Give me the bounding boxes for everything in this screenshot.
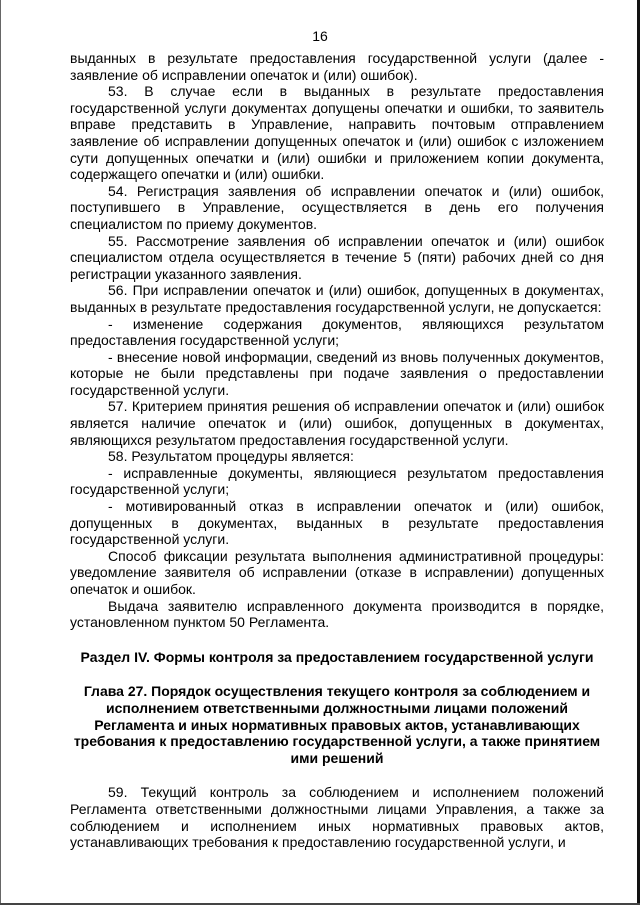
- paragraph-53: 53. В случае если в выданных в результате предоставления государственной услуги документах допущены опечатки и ошибки, то заявитель вправе представить в Управление, направить почтовым отправлением заявление об исправлении допущенных опечаток и (или) ошибок с изложением сути допущенных опечатки и (или) ошибки и приложением копии документа, содержащего опечатки и (или) ошибки.: [70, 83, 604, 183]
- paragraph-issuance: Выдача заявителю исправленного документа производится в порядке, установленном пунктом 50 Регламента.: [70, 597, 604, 631]
- list-item-58-2: - мотивированный отказ в исправлении опечаток и (или) ошибок, допущенных в документах, выданных в результате предоставления государственной услуги.: [70, 498, 604, 548]
- paragraph-58: 58. Результатом процедуры является:: [108, 448, 354, 465]
- list-item-56-1: - изменение содержания документов, являющихся результатом предоставления государственной услуги;: [70, 315, 604, 349]
- paragraph-56: 56. При исправлении опечаток и (или) ошибок, допущенных в документах, выданных в результате предоставления государственной услуги, не допускается:: [70, 282, 604, 315]
- list-item-58-1: - исправленные документы, являющиеся результатом предоставления государственной услуги;: [70, 464, 604, 498]
- paragraph-59: 59. Текущий контроль за соблюдением и исполнением положений Регламента ответственными должностными лицами Управления, а также за соблюдением и исполнением иных нормативных правовых актов, устанавливающих требования к предоставлению государственной услуги, и: [70, 784, 604, 851]
- scan-left-edge: [0, 0, 1, 905]
- section-title: Раздел IV. Формы контроля за предоставлением государственной услуги: [80, 648, 594, 665]
- list-item-56-2: - внесение новой информации, сведений из вновь полученных документов, которые не были представлены при подаче заявления о предоставлении государственной услуги.: [70, 348, 604, 398]
- paragraph-54: 54. Регистрация заявления об исправлении опечаток и (или) ошибок, поступившего в Управление, осуществляется в день его получения специалистом по приему документов.: [70, 182, 604, 232]
- document-body: [70, 50, 604, 851]
- page-number: 16: [312, 28, 328, 44]
- paragraph-fixation-method: Способ фиксации результата выполнения административной процедуры: уведомление заявителя об исправлении (отказе в исправлении) допущенных опечаток и ошибок.: [70, 547, 604, 597]
- chapter-title: Глава 27. Порядок осуществления текущего контроля за соблюдением и исполнением ответственными должностными лицами положений Регламента и иных нормативных правовых актов, устанавливающих требования к предоставлению государственной услуги, а также принятием ими решений: [73, 683, 601, 766]
- paragraph-55: 55. Рассмотрение заявления об исправлении опечаток и (или) ошибок специалистом отдела осуществляется в течение 5 (пяти) рабочих дней со дня регистрации указанного заявления.: [70, 232, 604, 282]
- paragraph-continuation: выданных в результате предоставления государственной услуги (далее - заявление об исправлении опечаток и (или) ошибок).: [70, 50, 604, 83]
- paragraph-57: 57. Критерием принятия решения об исправлении опечаток и (или) ошибок является наличие опечаток и (или) ошибок, допущенных в документах, являющихся результатом предоставления государственной услуги.: [70, 398, 604, 448]
